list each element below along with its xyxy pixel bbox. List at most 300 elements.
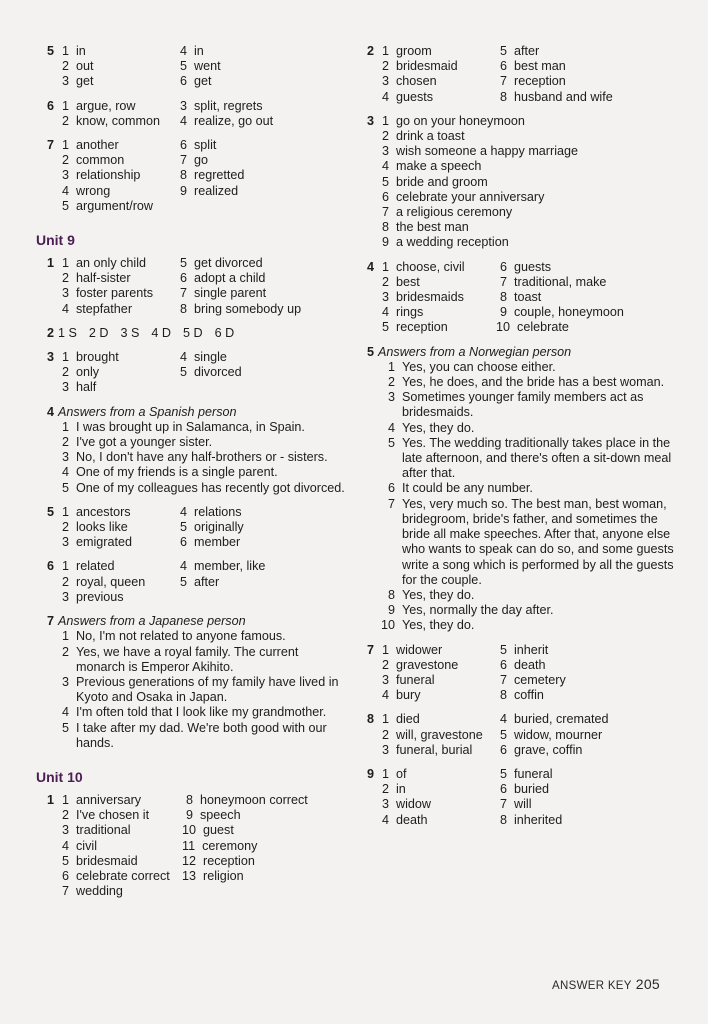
exercise: [356, 260, 676, 336]
item-text: Yes, very much so. The best man, best woman, bridegroom, bride's father, and sometimes the bride all make speeches. After that, anyone else who wants to speak can do so, and some guests write a song which is performed by all the guests for the couple.: [402, 496, 674, 587]
item-text: argue, row: [76, 98, 136, 113]
item-text: ceremony: [202, 838, 258, 853]
exercise: [356, 767, 676, 828]
item-text: wrong: [76, 183, 111, 198]
item-text: celebrate: [517, 320, 569, 335]
exercise: [36, 405, 346, 496]
item-text: groom: [396, 44, 432, 58]
item-text: the best man: [396, 220, 469, 235]
item-number: 4: [381, 305, 389, 320]
answer-item: [58, 481, 346, 496]
answer-item: [496, 74, 676, 89]
answer-grid: [378, 712, 676, 758]
answer-column: [378, 712, 496, 758]
item-number: 4: [179, 350, 187, 365]
answer-item: [176, 59, 346, 74]
item-text: realized: [194, 183, 239, 198]
item-number: 1: [387, 359, 395, 374]
exercise-body: [58, 44, 346, 90]
item-number: 10: [496, 320, 511, 335]
answer-item: [378, 360, 676, 375]
answer-item: [378, 290, 496, 305]
item-text: went: [194, 59, 221, 74]
answer-column: [176, 350, 346, 396]
item-text: gravestone: [396, 657, 459, 672]
item-text: go on your honeymoon: [396, 113, 525, 128]
item-number: 7: [499, 74, 507, 89]
exercise-intro: Answers from a Norwegian person: [378, 344, 572, 359]
item-number: 3: [381, 797, 389, 812]
item-text: Yes. The wedding traditionally takes place in the late afternoon, and there's often a sit-down meal after that.: [402, 435, 672, 481]
item-number: 1: [61, 98, 69, 113]
item-text: anniversary: [76, 792, 142, 807]
inline-answer: 1 S: [58, 325, 77, 340]
item-text: in: [76, 44, 86, 58]
item-text: realize, go out: [194, 113, 274, 128]
answer-item: [496, 767, 676, 782]
item-text: of: [396, 766, 407, 781]
item-number: 3: [179, 98, 187, 113]
item-text: celebrate correct: [76, 868, 170, 883]
item-text: One of my colleagues has recently got divorced.: [76, 480, 345, 495]
answer-item: [58, 705, 346, 720]
item-text: Yes, normally the day after.: [402, 603, 554, 618]
item-number: 6: [61, 868, 69, 883]
item-text: bridesmaid: [76, 853, 138, 868]
item-number: 6: [499, 59, 507, 74]
answer-item: [58, 505, 176, 520]
answer-column: [58, 629, 346, 751]
answer-grid: [58, 99, 346, 129]
item-number: 3: [61, 535, 69, 550]
answer-item: [496, 275, 676, 290]
answer-item: [496, 688, 676, 703]
answer-item: [176, 302, 346, 317]
exercise-number: 7: [46, 614, 54, 629]
item-text: guests: [514, 259, 552, 274]
answer-column: [176, 99, 346, 129]
exercise: [356, 345, 676, 634]
exercise-body: [378, 114, 676, 251]
item-text: a religious ceremony: [396, 205, 513, 220]
item-number: 2: [61, 365, 69, 380]
answer-column: [58, 420, 346, 496]
item-number: 4: [61, 705, 69, 720]
answer-item: [58, 520, 176, 535]
page-number: 205: [635, 976, 660, 992]
item-text: cemetery: [514, 672, 566, 687]
exercise-body: [378, 44, 676, 105]
answer-item: [378, 159, 676, 174]
left-column: [36, 44, 346, 908]
exercise: [36, 793, 346, 899]
answer-item: [58, 559, 176, 574]
item-number: 6: [381, 189, 389, 204]
item-text: relationship: [76, 168, 141, 183]
item-text: related: [76, 559, 115, 574]
answer-item: [182, 808, 346, 823]
answer-item: [496, 728, 676, 743]
item-number: 4: [179, 44, 187, 58]
answer-item: [378, 44, 496, 59]
item-number: 8: [499, 89, 507, 104]
item-number: 4: [61, 465, 69, 480]
answer-item: [378, 144, 676, 159]
exercise: [36, 99, 346, 129]
answer-item: [58, 808, 182, 823]
answer-item: [182, 869, 346, 884]
item-number: 8: [179, 168, 187, 183]
answer-item: [58, 99, 176, 114]
item-number: 4: [381, 89, 389, 104]
item-number: 4: [499, 712, 507, 727]
item-number: 5: [499, 727, 507, 742]
answer-column: [496, 260, 676, 336]
footer-label: ANSWER KEY: [552, 980, 632, 992]
answer-item: [58, 74, 176, 89]
answer-item: [58, 271, 176, 286]
exercise-number: 6: [46, 98, 54, 113]
exercise: [36, 326, 346, 341]
exercise: [356, 712, 676, 758]
answer-item: [378, 74, 496, 89]
answer-item: [176, 184, 346, 199]
item-text: widower: [396, 642, 443, 657]
item-text: celebrate your anniversary: [396, 189, 545, 204]
item-text: drink a toast: [396, 129, 465, 144]
exercise: [36, 138, 346, 214]
item-number: 7: [381, 205, 389, 220]
answer-item: [378, 390, 676, 420]
item-text: speech: [200, 808, 241, 823]
answer-item: [378, 235, 676, 250]
answer-item: [496, 643, 676, 658]
answer-item: [496, 782, 676, 797]
exercise-number: 2: [366, 44, 374, 58]
exercise: [36, 559, 346, 605]
item-text: traditional: [76, 823, 131, 838]
item-number: 5: [387, 435, 395, 450]
item-text: single parent: [194, 286, 267, 301]
item-number: 9: [499, 305, 507, 320]
item-number: 2: [381, 657, 389, 672]
answer-item: [378, 782, 496, 797]
answer-item: [182, 839, 346, 854]
answer-item: [58, 839, 182, 854]
item-number: 1: [61, 256, 69, 271]
answer-item: [378, 305, 496, 320]
exercise-body: [58, 559, 346, 605]
item-number: 3: [381, 672, 389, 687]
item-number: 3: [381, 742, 389, 757]
answer-grid: [58, 256, 346, 317]
answer-item: [378, 603, 676, 618]
exercise-body: [58, 99, 346, 129]
item-number: 5: [179, 256, 187, 271]
answer-item: [58, 256, 176, 271]
item-number: 1: [61, 419, 69, 434]
item-number: 5: [499, 44, 507, 58]
item-number: 2: [61, 435, 69, 450]
exercise-number: 1: [46, 256, 54, 271]
answer-grid: [58, 138, 346, 214]
item-text: reception: [396, 320, 448, 335]
answer-item: [58, 869, 182, 884]
answer-item: [58, 854, 182, 869]
item-text: I've got a younger sister.: [76, 435, 213, 450]
item-number: 8: [499, 688, 507, 703]
item-number: 9: [179, 183, 187, 198]
answer-column: [176, 559, 346, 605]
item-text: I've chosen it: [76, 808, 150, 823]
answer-column: [496, 44, 676, 105]
unit-heading: Unit 10: [36, 768, 83, 785]
item-number: 8: [179, 301, 187, 316]
answer-item: [378, 712, 496, 727]
answer-column: [58, 44, 176, 90]
item-number: 4: [381, 159, 389, 174]
item-text: funeral: [396, 672, 435, 687]
exercise-number: 5: [46, 504, 54, 519]
inline-answer: 2 D: [88, 325, 109, 340]
answer-column: [496, 767, 676, 828]
item-text: best: [396, 274, 420, 289]
exercise-number: 7: [366, 642, 374, 657]
item-number: 3: [61, 168, 69, 183]
answer-grid: [58, 350, 346, 396]
answer-column: [176, 256, 346, 317]
item-number: 2: [387, 375, 395, 390]
item-number: 1: [61, 350, 69, 365]
item-number: 6: [499, 259, 507, 274]
answer-item: [176, 99, 346, 114]
answer-item: [58, 184, 176, 199]
item-text: get: [76, 74, 94, 89]
answer-item: [378, 728, 496, 743]
exercise-number: 6: [46, 559, 54, 574]
item-number: 6: [499, 742, 507, 757]
answer-item: [378, 114, 676, 129]
answer-item: [496, 44, 676, 59]
exercise-number: 5: [366, 344, 374, 359]
item-number: 5: [499, 766, 507, 781]
answer-grid: [378, 114, 676, 251]
item-number: 2: [381, 727, 389, 742]
exercise-number: 1: [46, 792, 54, 807]
item-number: 2: [61, 153, 69, 168]
item-text: death: [396, 812, 428, 827]
exercise-intro: Answers from a Japanese person: [58, 614, 246, 629]
item-number: 13: [182, 868, 197, 883]
answer-grid: [378, 260, 676, 336]
answer-item: [58, 286, 176, 301]
item-text: looks like: [76, 520, 128, 535]
item-text: member: [194, 535, 241, 550]
item-text: inherit: [514, 642, 549, 657]
item-text: a wedding reception: [396, 235, 509, 250]
item-number: 4: [381, 688, 389, 703]
item-number: 7: [499, 274, 507, 289]
item-text: will, gravestone: [396, 727, 483, 742]
answer-item: [58, 114, 176, 129]
answer-item: [496, 813, 676, 828]
answer-item: [58, 535, 176, 550]
exercise-number: 8: [366, 712, 374, 727]
answer-item: [58, 793, 182, 808]
item-number: 6: [387, 481, 395, 496]
item-number: 8: [387, 587, 395, 602]
item-text: wedding: [76, 884, 123, 899]
answer-item: [496, 305, 676, 320]
exercise-body: [378, 643, 676, 704]
item-text: Yes, we have a royal family. The current monarch is Emperor Akihito.: [76, 644, 299, 674]
answer-item: [378, 320, 496, 335]
item-text: previous: [76, 589, 124, 604]
item-text: Previous generations of my family have lived in Kyoto and Osaka in Japan.: [76, 674, 339, 705]
item-text: split, regrets: [194, 98, 263, 113]
item-number: 5: [381, 174, 389, 189]
item-number: 3: [61, 823, 69, 838]
item-number: 4: [179, 504, 187, 519]
item-text: widow, mourner: [514, 727, 603, 742]
answer-item: [378, 643, 496, 658]
item-number: 4: [381, 812, 389, 827]
item-text: in: [194, 44, 204, 58]
answer-item: [378, 813, 496, 828]
item-number: 5: [179, 365, 187, 380]
answer-item: [176, 168, 346, 183]
exercise: [36, 350, 346, 396]
item-text: go: [194, 153, 209, 168]
item-text: funeral: [514, 766, 553, 781]
item-text: traditional, make: [514, 274, 607, 289]
item-number: 1: [61, 138, 69, 153]
exercise: [36, 614, 346, 751]
answer-item: [58, 365, 176, 380]
item-number: 11: [182, 838, 196, 853]
item-number: 8: [381, 220, 389, 235]
answer-column: [176, 44, 346, 90]
exercise-number: 9: [366, 766, 374, 781]
item-text: religion: [203, 868, 244, 883]
exercise-intro: Answers from a Spanish person: [58, 404, 237, 419]
item-text: inherited: [514, 812, 563, 827]
item-text: reception: [203, 853, 255, 868]
item-number: 3: [61, 380, 69, 395]
exercise-number: 2: [46, 325, 54, 340]
exercise-body: [58, 350, 346, 396]
item-text: in: [396, 782, 406, 797]
answer-item: [378, 190, 676, 205]
item-text: guest: [203, 823, 234, 838]
answer-item: [378, 260, 496, 275]
item-text: bride and groom: [396, 174, 488, 189]
answer-item: [182, 793, 346, 808]
item-text: civil: [76, 838, 97, 853]
exercise: [356, 44, 676, 105]
item-text: Yes, they do.: [402, 420, 475, 435]
item-number: 3: [381, 74, 389, 89]
answer-item: [58, 435, 346, 450]
item-text: after: [514, 44, 540, 58]
item-text: reception: [514, 74, 566, 89]
item-number: 2: [381, 274, 389, 289]
answer-grid: [378, 643, 676, 704]
answer-item: [176, 138, 346, 153]
item-text: out: [76, 59, 94, 74]
item-number: 5: [381, 320, 389, 335]
item-text: will: [514, 797, 532, 812]
exercise: [36, 44, 346, 90]
answer-item: [378, 618, 676, 633]
answer-item: [378, 481, 676, 496]
exercise-number: 3: [46, 350, 54, 365]
answer-column: [378, 643, 496, 704]
answer-item: [496, 290, 676, 305]
answer-item: [58, 884, 182, 899]
item-number: 1: [381, 44, 389, 58]
answer-item: [58, 153, 176, 168]
answer-column: [58, 559, 176, 605]
item-number: 10: [380, 618, 395, 633]
answer-item: [496, 90, 676, 105]
exercise-body: [378, 712, 676, 758]
item-text: know, common: [76, 113, 160, 128]
item-text: regretted: [194, 168, 245, 183]
answer-grid: [58, 629, 346, 751]
item-text: an only child: [76, 256, 147, 271]
item-text: foster parents: [76, 286, 154, 301]
item-text: Yes, he does, and the bride has a best woman.: [402, 375, 665, 390]
answer-item: [176, 256, 346, 271]
item-text: emigrated: [76, 535, 133, 550]
exercise-number: 4: [366, 259, 374, 274]
inline-answer: 4 D: [151, 325, 172, 340]
item-text: No, I'm not related to anyone famous.: [76, 629, 286, 644]
answer-grid: [378, 44, 676, 105]
item-text: get divorced: [194, 256, 263, 271]
item-text: Yes, you can choose either.: [402, 359, 556, 374]
answer-item: [378, 421, 676, 436]
answer-item: [496, 658, 676, 673]
answer-item: [58, 199, 176, 214]
answer-column: [182, 793, 346, 899]
answer-item: [378, 688, 496, 703]
item-text: Sometimes younger family members act as bridesmaids.: [402, 390, 644, 420]
item-text: buried: [514, 782, 550, 797]
item-number: 2: [61, 271, 69, 286]
answer-column: [58, 99, 176, 129]
exercise-body: [58, 505, 346, 551]
exercise-number: 7: [46, 138, 54, 153]
item-text: member, like: [194, 559, 266, 574]
answer-item: [496, 260, 676, 275]
answer-column: [176, 505, 346, 551]
answer-item: [496, 797, 676, 812]
item-text: split: [194, 138, 217, 153]
item-number: 5: [61, 480, 69, 495]
exercise: [356, 643, 676, 704]
item-number: 2: [61, 808, 69, 823]
item-number: 1: [381, 113, 389, 128]
item-text: I'm often told that I look like my grandmother.: [76, 705, 327, 720]
answer-column: [378, 360, 676, 634]
answer-item: [58, 465, 346, 480]
exercise: [356, 114, 676, 251]
item-number: 7: [499, 672, 507, 687]
answer-item: [378, 129, 676, 144]
item-number: 2: [61, 574, 69, 589]
